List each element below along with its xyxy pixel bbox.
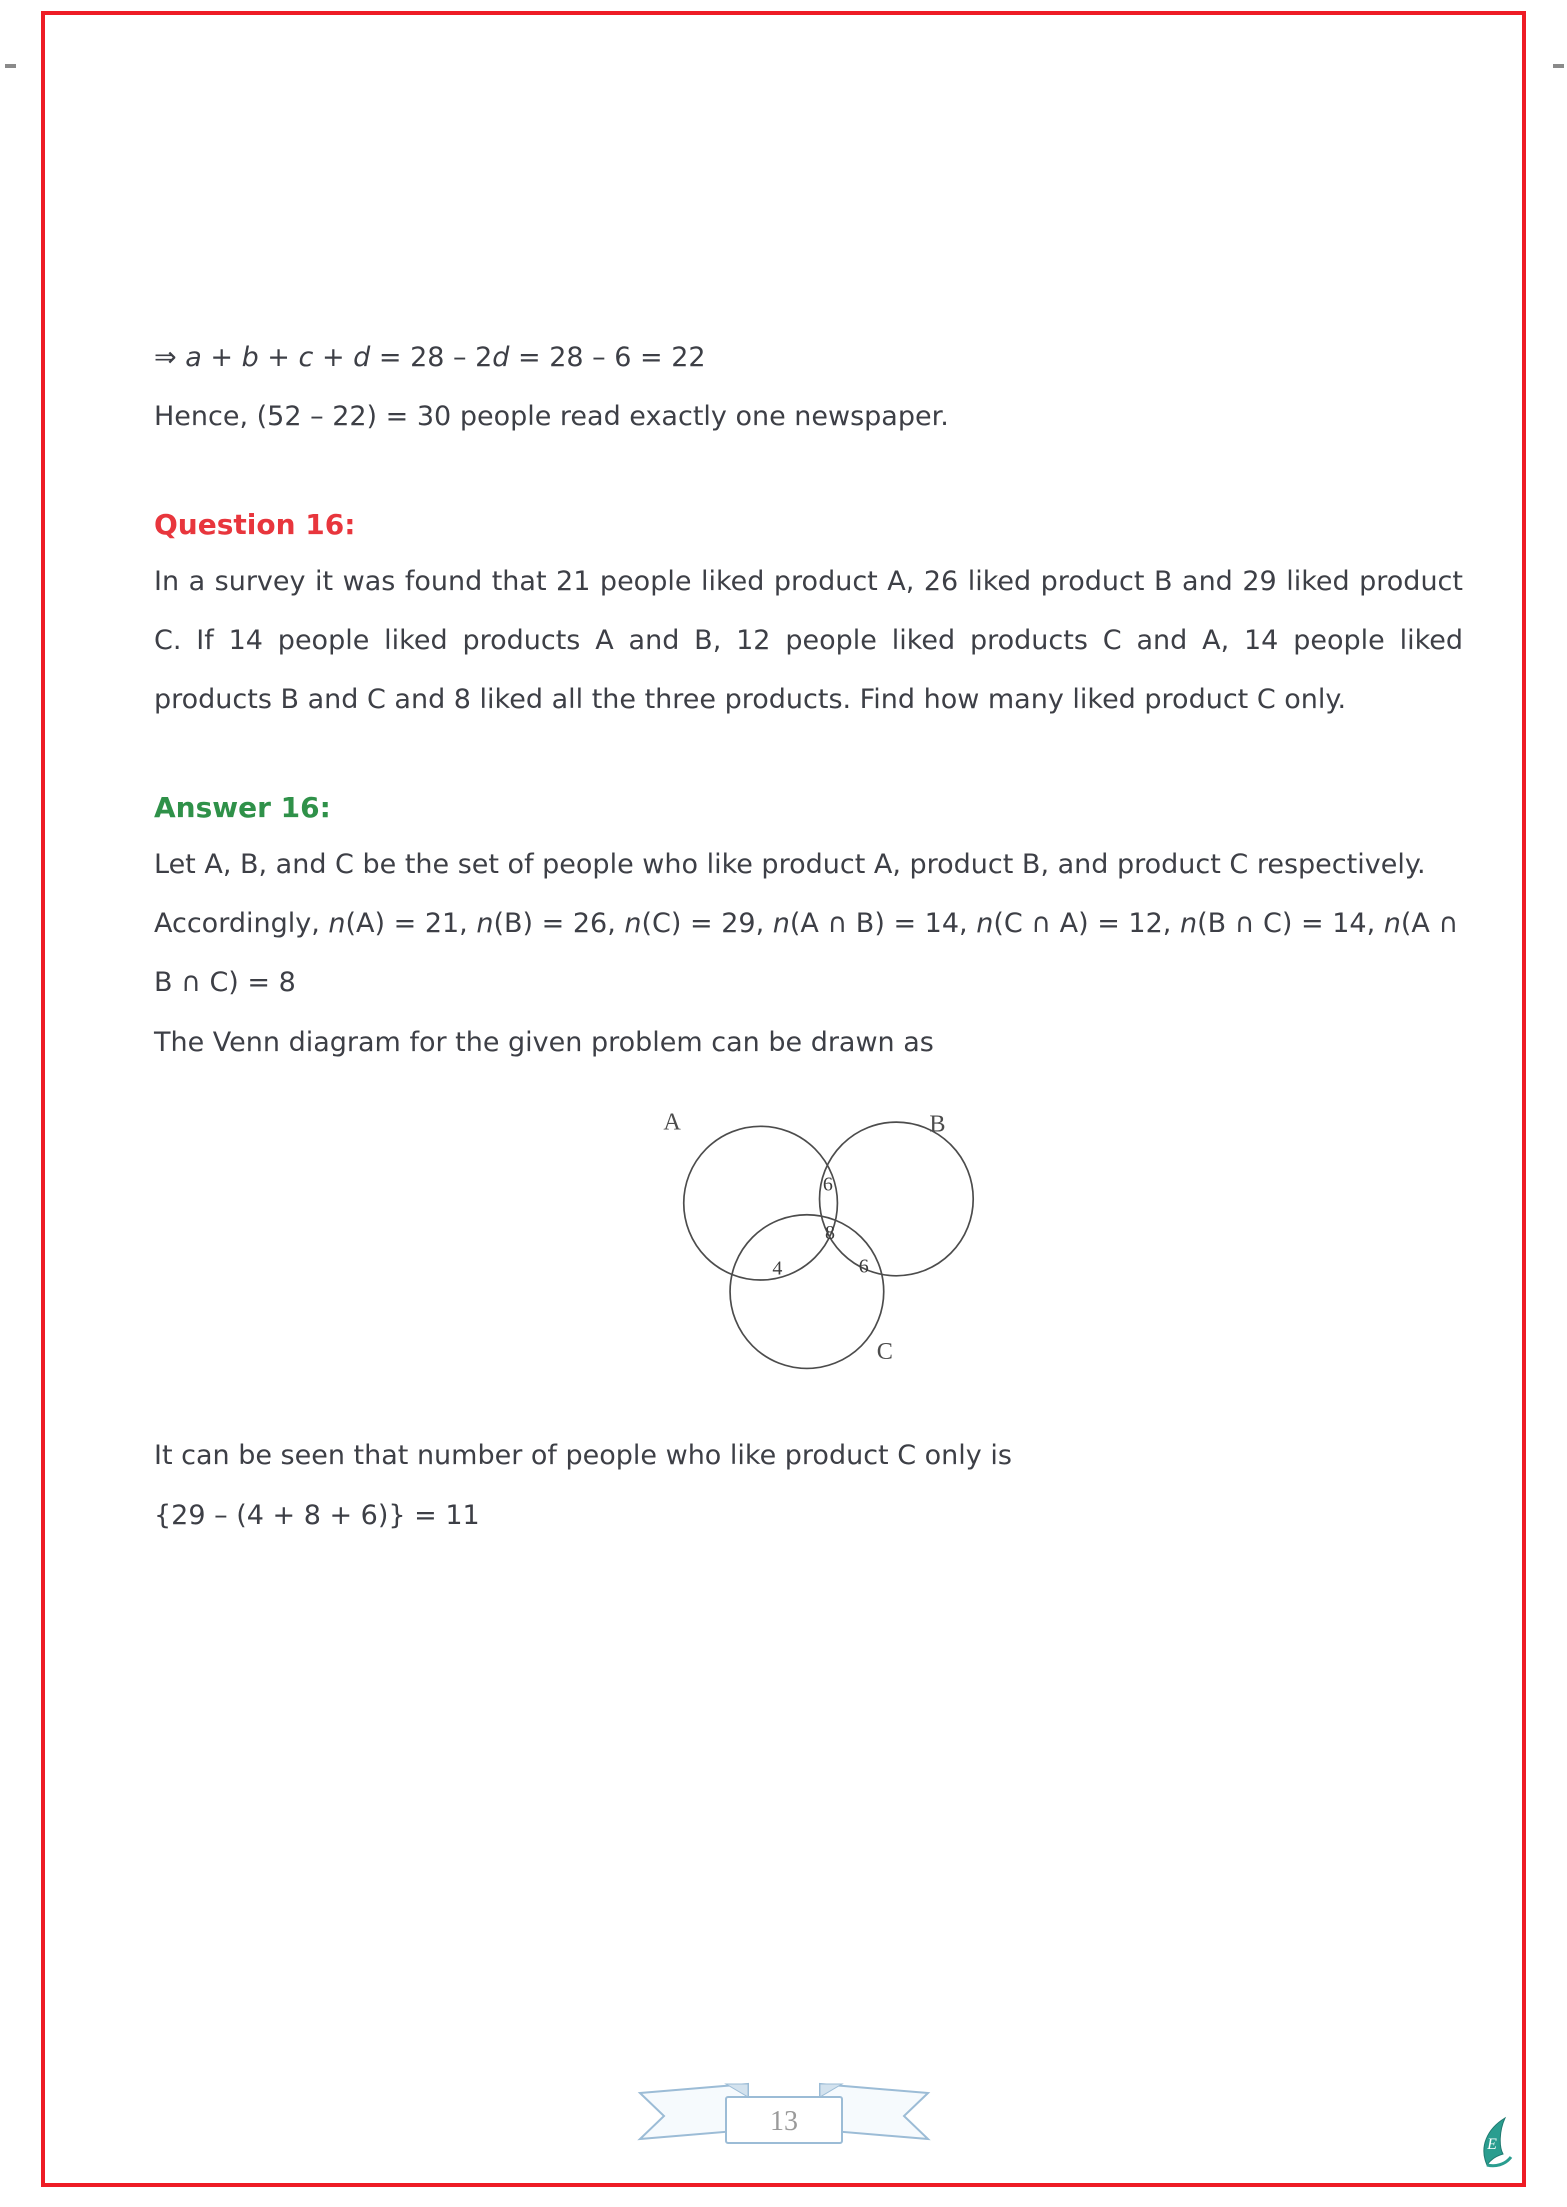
crop-mark bbox=[5, 64, 16, 68]
page-number-ribbon bbox=[634, 2077, 934, 2165]
conclusion-line-1: It can be seen that number of people who like product C only is bbox=[154, 1440, 1012, 1472]
venn-diagram bbox=[619, 1100, 999, 1380]
page-number: 13 bbox=[769, 2106, 798, 2137]
hence-line: Hence, (52 – 22) = 30 people read exactly one newspaper. bbox=[154, 401, 949, 433]
answer-heading: Answer 16: bbox=[154, 790, 331, 824]
equation-line: ⇒ a + b + c + d = 28 – 2d = 28 – 6 = 22 bbox=[154, 342, 706, 373]
venn-label-c: C bbox=[876, 1338, 893, 1366]
venn-label-b: B bbox=[928, 1110, 945, 1138]
venn-value-center: 8 bbox=[824, 1222, 835, 1245]
venn-intro-line: The Venn diagram for the given problem can be drawn as bbox=[154, 1026, 934, 1058]
venn-value-b-and-c: 6 bbox=[858, 1255, 869, 1278]
venn-circle-b bbox=[819, 1122, 973, 1276]
accordingly-line: Accordingly, n(A) = 21, n(B) = 26, n(C) = 29, n(A ∩ B) = 14, n(C ∩ A) = 12, n(B ∩ C) = 14, n(A ∩ B ∩ C) = 8 bbox=[154, 907, 1459, 999]
crop-mark bbox=[1553, 64, 1564, 68]
conclusion-line-2: {29 – (4 + 8 + 6)} = 11 bbox=[154, 1499, 480, 1531]
venn-label-a: A bbox=[662, 1108, 681, 1136]
logo-letter: E bbox=[1487, 2136, 1497, 2153]
page-content bbox=[154, 328, 1463, 1545]
question-heading: Question 16: bbox=[154, 507, 356, 541]
question-body: In a survey it was found that 21 people liked product A, 26 liked product B and 29 liked product C. If 14 people liked products A and B, 12 people liked products C and A, 14 people liked products B and C and 8 liked all the three products. Find how many liked product C only. bbox=[154, 565, 1463, 716]
brand-logo-icon bbox=[1475, 2115, 1519, 2173]
venn-circle-c bbox=[730, 1215, 884, 1369]
answer-intro-line: Let A, B, and C be the set of people who like product A, product B, and product C respectively. bbox=[154, 848, 1426, 880]
venn-circle-a bbox=[683, 1126, 837, 1280]
venn-value-a-and-b: 6 bbox=[822, 1173, 833, 1196]
venn-value-a-and-c: 4 bbox=[771, 1257, 782, 1280]
